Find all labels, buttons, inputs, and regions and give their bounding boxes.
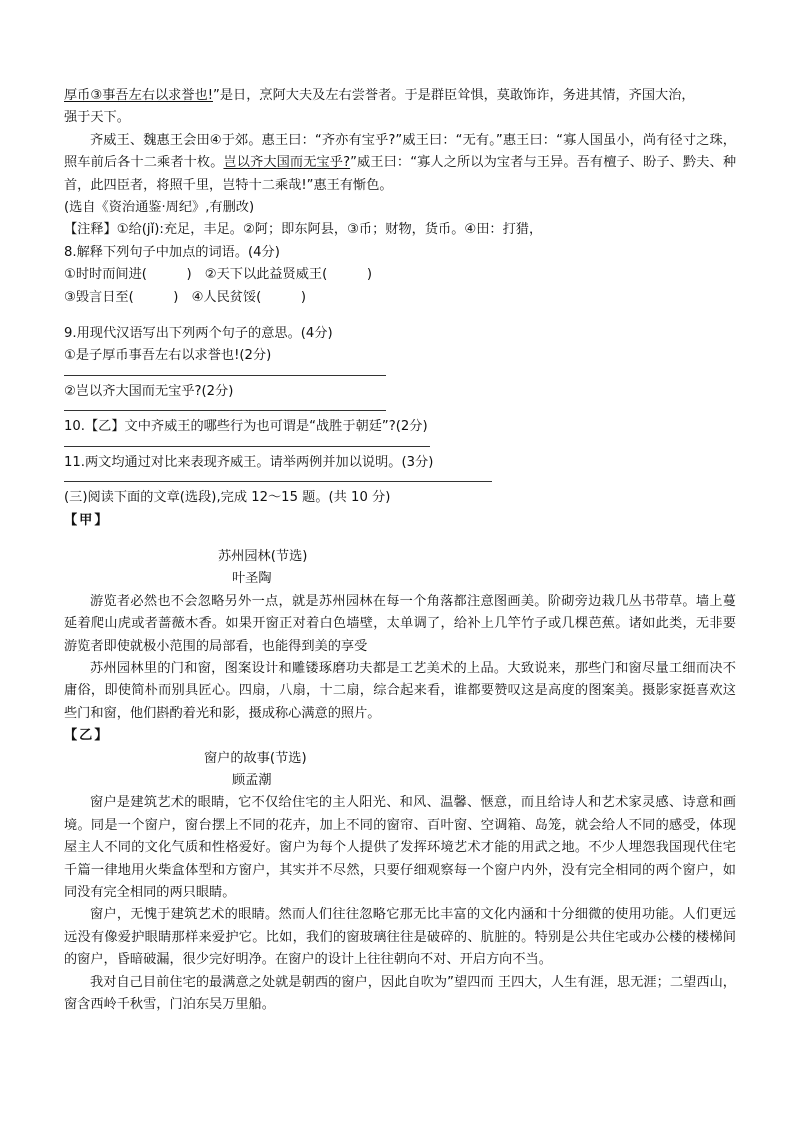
paragraph-yi-3: 我对自己目前住宅的最满意之处就是朝西的窗户，因此自吹为”望四而 王四大，人生有涯，思无涯；二望西山，窗含西岭千秋雪，门泊东吴万里船。: [64, 974, 736, 1013]
question-9-item-2: ②岂以齐大国而无宝乎?(2分): [64, 383, 234, 399]
paragraph-yi-2: 窗户，无愧于建筑艺术的眼睛。然而人们往往忽略它那无比丰富的文化内涵和十分细微的使用功能。人们更远远没有像爱护眼睛那样来爱护它。比如，我们的窗玻璃往往是破碎的、肮脏的。特别是公共住宅或办公楼的楼梯间的窗户，昏暗破漏，很少完好明净。在窗户的设计上往往朝向不对、开启方向不当。: [64, 907, 736, 968]
paragraph-jia-2: 苏州园林里的门和窗，图案设计和雕镂琢磨功夫都是工艺美术的上品。大致说来，那些门和窗尽量工细而决不庸俗，即使简朴而别具匠心。四扇，八扇，十二扇，综合起来看，谁都要赞叹这是高度的图案美。摄影家挺喜欢这些门和窗，他们斟酌着光和影，摄成称心满意的照片。: [64, 660, 736, 721]
passage-a-ending: [64, 85, 736, 130]
document-page: [64, 85, 736, 1016]
author-gu-mengchao: 顾孟潮: [232, 772, 272, 788]
question-8: 8.解释下列句子中加点的词语。(4分): [64, 244, 280, 260]
passage-source: (选自《资治通鉴·周纪》,有删改): [64, 200, 255, 216]
underlined-sentence-b: 岂以齐大国而无宝乎?: [223, 155, 351, 171]
question-10: 10.【乙】文中齐威王的哪些行为也可谓是“战胜于朝廷”?(2分): [64, 419, 428, 435]
passage-a-text: ”是日，烹阿大夫及左右尝誉者。于是群臣耸惧，莫敢饰诈，务进其情，齐国大治，: [212, 88, 695, 103]
passage-b-paragraph: [64, 130, 736, 197]
section-3-heading: (三)阅读下面的文章(选段),完成 12～15 题。(共 10 分): [64, 490, 391, 506]
passage-b-text-2: ”威王曰：“寡人之所以为宝者与王异。吾有檀子、盼子、黔夫、种首，此四臣者，将照千里，岂特十二乘哉!”惠王有惭色。: [64, 155, 737, 193]
passage-notes: 【注释】①给(jǐ):充足，丰足。②阿；即东阿县，③币；财物，货币。④田：打猎，: [64, 222, 543, 238]
author-ye-shengtao: 叶圣陶: [232, 571, 272, 587]
question-9: 9.用现代汉语写出下列两个句子的意思。(4分): [64, 326, 333, 342]
question-8-row-1: ①时时而间进( ) ②天下以此益贤威王( ): [64, 267, 372, 283]
question-8-row-2: ③毁言日至( ) ④人民贫馁( ): [64, 289, 307, 305]
answer-line-11[interactable]: [64, 481, 492, 482]
paragraph-jia-1: 游览者必然也不会忽略另外一点，就是苏州园林在每一个角落都注意图画美。阶砌旁边栽几丛书带草。墙上蔓延着爬山虎或者蔷薇木香。如果开窗正对着白色墙壁，太单调了，给补上几竿竹子或几棵芭蕉。诸如此类，无非要游览者即使就极小范围的局部看，也能得到美的享受: [64, 593, 736, 654]
label-yi: 【乙】: [64, 728, 110, 744]
label-jia: 【甲】: [64, 512, 110, 528]
passage-b-text-1: 齐威王、魏惠王会田④于郊。惠王曰：“齐亦有宝乎?”威王曰：“无有。”惠王曰：“寡人国虽小，尚有径寸之珠，照车前后各十二乘者十枚。: [64, 132, 736, 171]
underlined-sentence-a: 厚币③事吾左右以求誉也!: [64, 88, 213, 103]
question-9-item-1: ①是子厚币事吾左右以求誉也!(2分): [64, 348, 272, 364]
passage-a-text-end: 强于天下。: [64, 110, 130, 126]
title-window-story: 窗户的故事(节选): [204, 750, 307, 766]
paragraph-yi-1: 窗户是建筑艺术的眼睛，它不仅给住宅的主人阳光、和风、温馨、惬意，而且给诗人和艺术家灵感、诗意和画境。同是一个窗户，窗台摆上不同的花卉，加上不同的窗帘、百叶窗、空调箱、岛笼，就会给人不同的感受，体现屋主人不同的文化气质和性格爱好。窗户为每个人提供了发挥环境艺术才能的用武之地。不少人埋怨我国现代住宅千篇一律地用火柴盒体型和方窗户，其实并不尽然，只要仔细观察每一个窗户内外，没有完全相同的两个窗户，如同没有完全相同的两只眼睛。: [64, 795, 736, 900]
title-suzhou-gardens: 苏州园林(节选): [218, 548, 308, 564]
question-11: 11.两文均通过对比来表现齐威王。请举两例并加以说明。(3分): [64, 454, 434, 470]
answer-line-9-1[interactable]: [64, 375, 386, 376]
answer-line-9-2[interactable]: [64, 410, 386, 411]
answer-line-10[interactable]: [64, 446, 430, 447]
